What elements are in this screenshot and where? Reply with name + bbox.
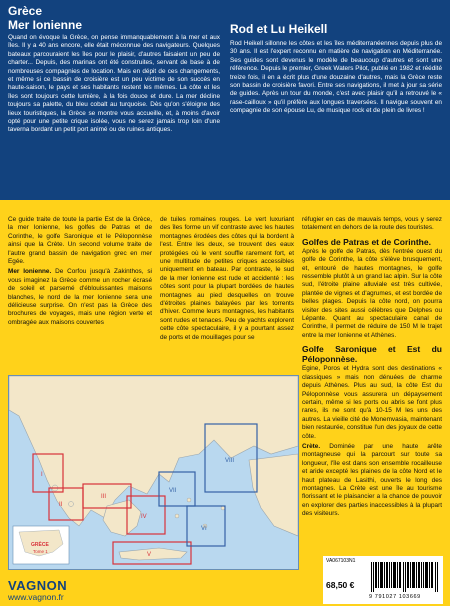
island-dot [187,498,191,502]
peloponnese-land [103,500,141,536]
publisher-url[interactable]: www.vagnon.fr [8,592,64,602]
saronic-text: Egine, Poros et Hydra sont des destinations « classiques » mais non dénuées de charme depuis Athènes. Plus au sud, la côte Est du Péloponnèse vous assurera un dépaysement certain, même si les ports ou abris se font plus rares, ils ne sont qu'à 10-15 M les uns des autres. La vieille cité de Monemvasia, maintenant bien restaurée, constitue l'un des joyaux de cette côte. [302,365,442,440]
coverage-map [8,375,299,570]
author-bio-column [230,40,442,118]
section-heading-patras: Golfes de Patras et de Corinthe. [302,236,431,247]
top-panel [0,0,450,200]
inset-subtitle: Tome 1 [33,549,48,554]
map-label-VII: VII [169,488,177,494]
book-title: Grèce [8,4,43,18]
price: 68,50 € [326,580,355,590]
author-bio-text: Rod Heikell sillonne les côtes et les îles méditerranéennes depuis plus de 30 ans. Il est l'expert reconnu en matière de navigation en Méditerranée. Ses guides sont devenus le modèle de beaucoup d'autres et sont une référence. Depuis le premier, Greek Waters Pilot, publié en 1982 et réédité treize fois, il en a écrit plus d'une douzaine d'autres, mais la Grèce reste son bassin de croisière favori. Entre ses navigations, il met à jour sa série de guides. Après un tour du monde, c'est avec plaisir qu'il a retrouvé le « rase-cailloux » qu'il préfère aux longues traversées. Il navigue souvent en compagnie de son épouse Lu, de musique rock et de plein de livres ! [230,40,442,115]
guide-scope-text: Ce guide traite de toute la partie Est de la Grèce, la mer Ionienne, les golfes de Patras et de Corinthe, le golfe Saronique et le Péloponnèse ainsi que la Crète. Un second volume traite de l'autre grand bassin de navigation grec en mer Egée. [8,216,152,266]
barcode-panel [323,556,443,604]
crete-text: Dominée par une haute arête montagneuse qui la parcourt sur toute sa longueur, l'île est dans son ensemble rocailleuse et aride excepté les plaines de la côte Nord et le haut plateau de Lasithi, ouverts le long des montagnes. La Crète est une île au tourisme florissant et le plaisancier a la chance de pouvoir en explorer des parties inaccessibles à la plupart des visiteurs. [302,442,442,518]
map-label-II: II [59,502,63,508]
crete-lead: Crète. [302,442,321,450]
body-column-2 [160,216,294,344]
island-dot [175,514,179,518]
turkey-land [249,454,298,536]
publisher-logo [8,578,88,602]
crete-land [119,548,187,560]
patras-text: Après le golfe de Patras, dès l'entrée ouest du golfe de Corinthe, la côte s'élève brusquement, et, entouré de hautes montagnes, le golfe ressemble plutôt à un grand lac alpin. Sur la côte sud, l'étroite plaine alluviale est très cultivée, plantée de vignes et d'agrumes, et est bordée de belles plages. Depuis la côte nord, on pourra visiter des sites aussi célèbres que Delphes ou Lépante. Quant au spectaculaire canal de Corinthe, il permet de réduire de 150 M le trajet entre la mer Ionienne et Athènes. [302,247,442,339]
body-column-1 [8,216,152,329]
book-subtitle: Mer Ionienne [8,18,83,32]
author-heading: Rod et Lu Heikell [230,22,328,36]
ionian-paragraph [8,268,152,327]
map-label-VIII: VIII [225,458,235,464]
publisher-name: VAGNON [8,578,68,593]
barcode-icon [371,562,439,592]
crete-paragraph [302,443,442,519]
section-heading-saronic: Golfe Saronique et Est du Péloponnèse. [302,344,442,365]
intro-column [8,34,220,137]
island-dot [69,502,74,507]
island-dot [221,506,225,510]
mainland-land [9,376,298,526]
inset-title: GRÈCE [31,542,49,548]
intro-text: Quand on évoque la Grèce, on pense immanquablement à la mer et aux îles. Il y a 40 ans encore, elle était méconnue des navigateurs. Quelques bateaux parcouraient les îles pour le plaisir, d'autres faisaient un peu de charter... Depuis, des marinas ont été construites, servant de base à de nombreuses compagnies de location. Mais en dépit de ces changements, et même si ce bassin de croisière est un peu victime de son succès en haute-saison, le pays et ses habitants restent les mêmes. La côte et les îles sont toujours cette lumière, à la fois douce et dure. La mer décline toujours sa palette, du bleu cobalt au turquoise. Dès qu'on s'éloigne des lieux touristiques, la Grèce se montre vous accueille, et, à moins d'avoir opté pour une petite crique isolée, vous ne serez jamais trop loin d'une taverna bordant un petit port animé ou de ruines antiques. [8,34,220,134]
ionian-lead: Mer Ionienne. [8,268,52,276]
product-code: VA067103N1 [326,558,356,564]
refuge-text: réfugier en cas de mauvais temps, vous y serez totalement en dehors de la route des touristes. [302,216,442,232]
map-graphic [9,376,298,569]
map-label-VI: VI [201,526,207,532]
isbn-number: 9 791027 103669 [369,594,421,600]
ionian-continued-text: de tuiles romaines rouges. Le vert luxuriant des îles forme un vif contraste avec les hautes montagnes érodées des côtes qui la bordent à l'est. Entre les deux, se trouvent des eaux protégées où le vent souffle rarement fort, et une multitude de petites criques accessibles uniquement en bateau. Par contraste, le sud de la mer Ionienne est rude et accidenté : les côtes sont pour la plupart bordées de hautes montagnes au pied desquelles on trouve d'étroites plaines balayées par les torrents d'hiver. Comme leurs montagnes, les habitants sont rudes et tenaces. Peu de yachts explorent cette côte spectaculaire, il y a pourtant assez de ports et de mouillages pour se [160,216,294,341]
ionian-text: De Corfou jusqu'à Zakinthos, si vous imaginez la Grèce comme un rocher écrasé de soleil et parsemé d'éblouissantes maisons blanches, le nord de la mer Ionienne sera une délicieuse surprise. On n'est pas la Grèce des brochures de voyages, mais une région verte et ombragée aux maisons couvertes [8,268,152,326]
map-label-I: I [41,472,43,478]
map-label-IV: IV [141,514,147,520]
map-label-III: III [101,494,107,500]
map-label-V: V [147,552,152,558]
body-column-3 [302,216,442,521]
